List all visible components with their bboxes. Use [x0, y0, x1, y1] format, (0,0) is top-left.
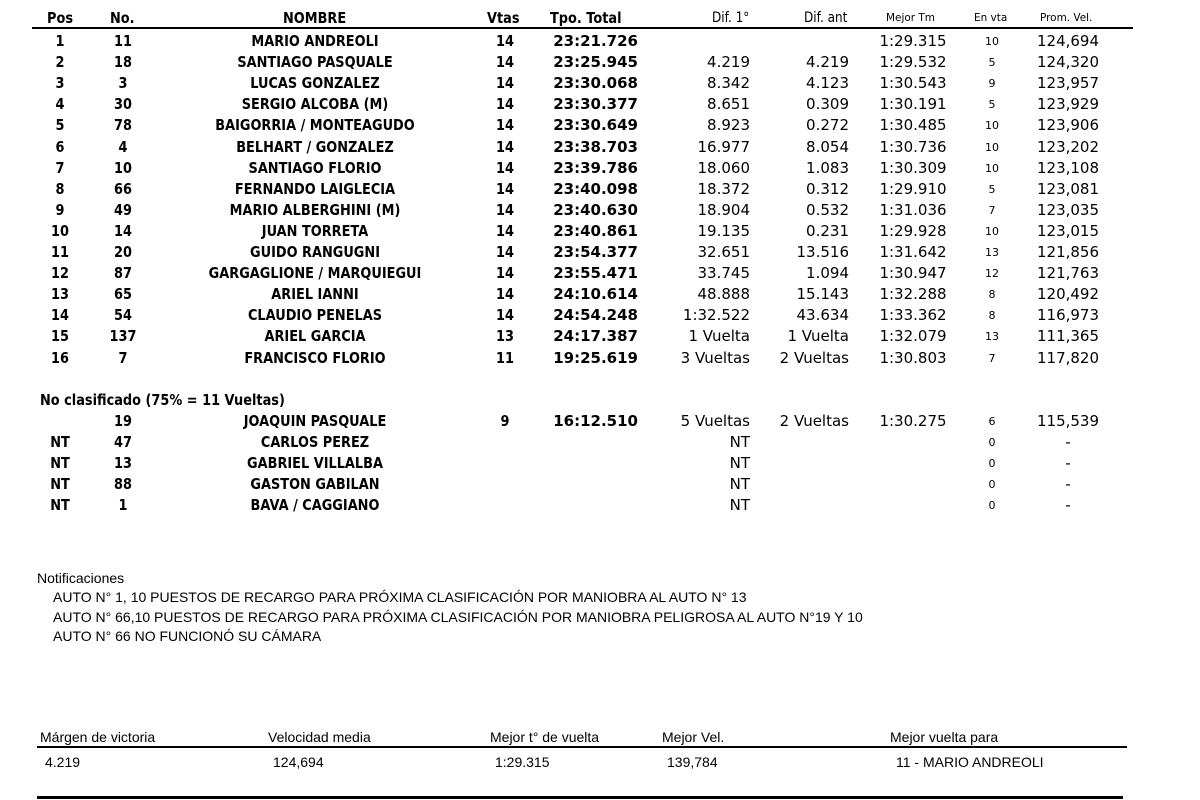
header-divider: [32, 27, 1133, 29]
header-best-lap: Mejor Tm: [886, 11, 935, 24]
laps-cell: 14: [496, 179, 514, 198]
gap-previous-cell: 2 Vueltas: [779, 348, 849, 367]
best-lap-cell: 1:31.642: [879, 243, 947, 261]
on-lap-cell: 8: [988, 309, 996, 323]
position-cell: [43, 411, 77, 432]
avg-speed-cell: -: [1065, 496, 1071, 515]
gap-first-cell: NT: [729, 496, 750, 515]
best-lap-value: 1:29.315: [495, 754, 550, 770]
laps-cell: 14: [496, 116, 514, 135]
driver-name-cell: BELHART / GONZALEZ: [236, 137, 394, 156]
gap-previous-cell: [750, 432, 849, 453]
laps-cell: 14: [496, 200, 514, 219]
bottom-divider: [37, 796, 1123, 799]
position-cell: NT: [50, 433, 70, 452]
avg-speed-cell: -: [1065, 433, 1071, 452]
on-lap-cell: 5: [988, 98, 996, 112]
position-cell: 9: [55, 200, 65, 219]
table-row: [0, 158, 1200, 179]
header-laps: Vtas: [487, 9, 520, 27]
avg-speed-cell: 115,539: [1036, 412, 1100, 430]
gap-previous-cell: 0.532: [806, 200, 849, 219]
total-time-cell: 24:54.248: [553, 306, 638, 325]
driver-name-cell: FERNANDO LAIGLECIA: [234, 179, 396, 198]
avg-speed-cell: 123,035: [1036, 200, 1100, 219]
driver-name-cell: JUAN TORRETA: [261, 221, 369, 240]
table-row: [0, 348, 1200, 369]
position-cell: 16: [51, 348, 69, 367]
gap-previous-cell: 4.123: [806, 74, 849, 93]
avg-speed-cell: 123,108: [1036, 158, 1100, 177]
gap-first-cell: 19.135: [697, 221, 750, 240]
on-lap-cell: 7: [988, 351, 996, 365]
on-lap-cell: 7: [988, 203, 996, 217]
gap-previous-cell: 13.516: [796, 243, 849, 261]
car-number-cell: 54: [114, 306, 132, 325]
car-number-cell: 7: [118, 348, 128, 367]
car-number-cell: 14: [114, 221, 132, 240]
avg-speed-cell: 117,820: [1036, 348, 1100, 367]
driver-name-cell: FRANCISCO FLORIO: [244, 348, 386, 367]
avg-speed-cell: 123,202: [1036, 137, 1100, 156]
avg-speed-cell: 121,763: [1036, 264, 1100, 283]
on-lap-cell: 12: [985, 267, 999, 281]
table-row: [0, 31, 1200, 52]
position-cell: 1: [55, 32, 65, 50]
position-cell: 7: [55, 158, 65, 177]
on-lap-cell: 13: [985, 330, 999, 344]
car-number-cell: 20: [114, 243, 132, 261]
table-row: [0, 137, 1200, 158]
gap-previous-cell: 0.312: [806, 179, 849, 198]
driver-name-cell: GARGAGLIONE / MARQUIEGUI: [208, 264, 422, 283]
best-lap-cell: [868, 474, 958, 495]
position-cell: 13: [51, 285, 69, 304]
position-cell: 14: [51, 306, 69, 325]
on-lap-cell: 10: [985, 140, 999, 154]
on-lap-cell: 9: [988, 77, 996, 91]
car-number-cell: 65: [114, 285, 132, 304]
total-time-cell: 23:30.068: [553, 74, 638, 93]
avg-speed-cell: 116,973: [1036, 306, 1100, 325]
on-lap-cell: 10: [985, 161, 999, 175]
driver-name-cell: LUCAS GONZALEZ: [250, 74, 380, 93]
total-time-cell: 23:55.471: [553, 264, 638, 283]
avg-speed-cell: 111,365: [1036, 327, 1100, 346]
car-number-cell: 3: [118, 74, 128, 93]
gap-first-cell: 18.060: [697, 158, 750, 177]
notification-line: AUTO N° 1, 10 PUESTOS DE RECARGO PARA PRÓXIMA CLASIFICACIÓN POR MANIOBRA AL AUTO N° 13: [53, 589, 747, 605]
on-lap-cell: 10: [985, 35, 999, 48]
position-cell: 2: [55, 53, 65, 72]
position-cell: NT: [50, 454, 70, 473]
total-time-cell: 16:12.510: [553, 412, 638, 430]
car-number-cell: 137: [109, 327, 137, 346]
driver-name-cell: MARIO ANDREOLI: [251, 32, 379, 50]
table-row: [0, 200, 1200, 221]
on-lap-cell: 0: [988, 436, 996, 450]
gap-first-cell: 1:32.522: [682, 306, 750, 325]
avg-speed-cell: 123,957: [1036, 74, 1100, 93]
car-number-cell: 18: [114, 53, 132, 72]
car-number-cell: 4: [118, 137, 128, 156]
gap-previous-cell: 43.634: [796, 306, 849, 325]
avg-speed-cell: 120,492: [1036, 285, 1100, 304]
avg-speed-cell: 124,320: [1036, 53, 1100, 72]
gap-first-cell: 3 Vueltas: [680, 348, 750, 367]
laps-cell: [484, 474, 527, 495]
driver-name-cell: ARIEL IANNI: [271, 285, 359, 304]
table-row: [0, 305, 1200, 326]
table-row: [0, 284, 1200, 305]
gap-first-cell: 4.219: [707, 53, 750, 72]
margin-label: Márgen de victoria: [40, 729, 156, 745]
table-row: [0, 453, 1200, 474]
on-lap-cell: 0: [988, 499, 996, 513]
table-row: [0, 73, 1200, 94]
gap-previous-cell: [750, 453, 849, 474]
total-time-cell: 23:54.377: [553, 243, 638, 261]
on-lap-cell: 13: [985, 246, 999, 259]
position-cell: NT: [50, 475, 70, 494]
gap-first-cell: [650, 31, 750, 52]
table-row: [0, 411, 1200, 432]
laps-cell: 14: [496, 158, 514, 177]
driver-name-cell: ARIEL GARCIA: [264, 327, 366, 346]
gap-first-cell: NT: [729, 433, 750, 452]
on-lap-cell: 0: [988, 478, 996, 492]
best-lap-cell: 1:30.309: [879, 158, 947, 177]
best-lap-cell: 1:30.803: [879, 348, 947, 367]
total-time-cell: [540, 474, 638, 495]
gap-previous-cell: 1 Vuelta: [787, 327, 849, 346]
best-lap-cell: 1:29.532: [879, 53, 947, 72]
car-number-cell: 87: [114, 264, 132, 283]
gap-first-cell: 33.745: [697, 264, 750, 283]
driver-name-cell: GASTON GABILAN: [250, 475, 380, 494]
laps-cell: 14: [496, 32, 514, 50]
gap-previous-cell: 0.309: [806, 95, 849, 114]
avg-speed-label: Velocidad media: [268, 729, 371, 745]
car-number-cell: 66: [114, 179, 132, 198]
table-row: [0, 474, 1200, 495]
best-lap-cell: 1:33.362: [879, 306, 947, 325]
best-lap-cell: 1:32.079: [879, 327, 947, 346]
table-row: [0, 115, 1200, 136]
position-cell: 12: [51, 264, 69, 283]
avg-speed-cell: 123,081: [1036, 179, 1100, 198]
gap-first-cell: 8.342: [707, 74, 750, 93]
car-number-cell: 88: [114, 475, 132, 494]
header-pos: Pos: [47, 9, 74, 27]
total-time-cell: 24:10.614: [553, 285, 638, 304]
best-lap-cell: 1:30.947: [879, 264, 947, 283]
gap-previous-cell: 8.054: [806, 137, 849, 156]
gap-previous-cell: [750, 31, 849, 52]
total-time-cell: 23:30.649: [553, 116, 638, 135]
best-lap-cell: 1:29.910: [879, 179, 947, 198]
driver-name-cell: JOAQUIN PASQUALE: [243, 412, 387, 430]
car-number-cell: 47: [114, 433, 132, 452]
best-lap-cell: [868, 495, 958, 516]
driver-name-cell: MARIO ALBERGHINI (M): [229, 200, 401, 219]
driver-name-cell: BAVA / CAGGIANO: [250, 496, 380, 515]
table-row: [0, 432, 1200, 453]
best-lap-cell: 1:30.191: [879, 95, 947, 114]
position-cell: 15: [51, 327, 69, 346]
on-lap-cell: 5: [988, 182, 996, 196]
best-lap-cell: 1:30.736: [879, 137, 947, 156]
driver-name-cell: GABRIEL VILLALBA: [247, 454, 383, 473]
notification-line: AUTO N° 66 NO FUNCIONÓ SU CÁMARA: [53, 628, 322, 644]
notifications: [37, 569, 863, 647]
table-row: [0, 52, 1200, 73]
total-time-cell: 23:39.786: [553, 158, 638, 177]
laps-cell: 14: [496, 221, 514, 240]
position-cell: 11: [51, 243, 69, 261]
laps-cell: 14: [496, 243, 514, 261]
gap-previous-cell: 0.231: [806, 221, 849, 240]
not-classified-title: No clasificado (75% = 11 Vueltas): [40, 391, 285, 409]
laps-cell: 14: [496, 306, 514, 325]
gap-first-cell: 1 Vuelta: [688, 327, 750, 346]
best-lap-cell: [868, 432, 958, 453]
gap-first-cell: 5 Vueltas: [680, 412, 750, 430]
car-number-cell: 30: [114, 95, 132, 114]
laps-cell: 14: [496, 285, 514, 304]
position-cell: 10: [51, 221, 69, 240]
driver-name-cell: SANTIAGO FLORIO: [248, 158, 382, 177]
position-cell: 4: [55, 95, 65, 114]
best-lap-cell: 1:29.928: [879, 221, 947, 240]
gap-first-cell: NT: [729, 475, 750, 494]
on-lap-cell: 8: [988, 288, 996, 302]
position-cell: 6: [55, 137, 65, 156]
total-time-cell: 23:38.703: [553, 137, 638, 156]
gap-previous-cell: 1.094: [806, 264, 849, 283]
on-lap-cell: 10: [985, 119, 999, 133]
gap-previous-cell: [750, 474, 849, 495]
laps-cell: [484, 495, 527, 516]
gap-first-cell: 48.888: [697, 285, 750, 304]
header-number: No.: [110, 9, 135, 27]
total-time-cell: [540, 432, 638, 453]
on-lap-cell: 0: [988, 457, 996, 471]
total-time-cell: 23:40.630: [553, 200, 638, 219]
gap-previous-cell: [750, 495, 849, 516]
best-lap-cell: 1:30.485: [879, 116, 947, 135]
on-lap-cell: 10: [985, 224, 999, 238]
position-cell: NT: [50, 496, 70, 515]
header-on-lap: En vta: [974, 11, 1008, 24]
avg-speed-cell: 124,694: [1036, 32, 1100, 50]
gap-first-cell: 18.904: [697, 200, 750, 219]
gap-previous-cell: 2 Vueltas: [779, 412, 849, 430]
table-row: [0, 179, 1200, 200]
on-lap-cell: 5: [988, 56, 996, 70]
gap-first-cell: 32.651: [697, 243, 750, 261]
gap-previous-cell: 4.219: [806, 53, 849, 72]
header-total-time: Tpo. Total: [550, 9, 622, 27]
total-time-cell: 24:17.387: [553, 327, 638, 346]
position-cell: 8: [55, 179, 65, 198]
avg-speed-cell: 123,906: [1036, 116, 1100, 135]
table-row: [0, 242, 1200, 263]
best-lap-cell: 1:29.315: [879, 32, 947, 50]
laps-cell: 13: [496, 327, 514, 346]
best-lap-cell: 1:30.275: [879, 412, 947, 430]
position-cell: 5: [55, 116, 65, 135]
best-lap-by-value: 11 - MARIO ANDREOLI: [896, 754, 1044, 770]
total-time-cell: 23:40.098: [553, 179, 638, 198]
best-lap-cell: 1:30.543: [879, 74, 947, 93]
car-number-cell: 1: [118, 496, 128, 515]
car-number-cell: 78: [114, 116, 132, 135]
avg-speed-cell: 121,856: [1036, 243, 1100, 261]
laps-cell: 14: [496, 264, 514, 283]
avg-speed-cell: -: [1065, 454, 1071, 473]
gap-first-cell: 8.923: [707, 116, 750, 135]
position-cell: 3: [55, 74, 65, 93]
car-number-cell: 11: [114, 32, 132, 50]
table-row: [0, 263, 1200, 284]
car-number-cell: 10: [114, 158, 132, 177]
gap-previous-cell: 0.272: [806, 116, 849, 135]
total-time-cell: 23:40.861: [553, 221, 638, 240]
table-row: [0, 221, 1200, 242]
on-lap-cell: 6: [988, 415, 996, 428]
driver-name-cell: SERGIO ALCOBA (M): [241, 95, 389, 114]
avg-speed-cell: 123,015: [1036, 221, 1100, 240]
car-number-cell: 13: [114, 454, 132, 473]
laps-cell: [484, 453, 527, 474]
table-row: [0, 94, 1200, 115]
notifications-title: Notificaciones: [37, 570, 125, 586]
best-lap-cell: [868, 453, 958, 474]
best-speed-label: Mejor Vel.: [662, 729, 725, 745]
total-time-cell: 19:25.619: [553, 348, 638, 367]
total-time-cell: [540, 495, 638, 516]
total-time-cell: 23:25.945: [553, 53, 638, 72]
table-row: [0, 495, 1200, 516]
best-speed-value: 139,784: [667, 754, 718, 770]
best-lap-by-label: Mejor vuelta para: [890, 729, 999, 745]
total-time-cell: 23:21.726: [553, 32, 638, 50]
driver-name-cell: BAIGORRIA / MONTEAGUDO: [215, 116, 415, 135]
best-lap-label: Mejor t° de vuelta: [490, 729, 600, 745]
total-time-cell: [540, 453, 638, 474]
laps-cell: 14: [496, 74, 514, 93]
laps-cell: 9: [500, 412, 510, 430]
notification-line: AUTO N° 66,10 PUESTOS DE RECARGO PARA PRÓXIMA CLASIFICACIÓN POR MANIOBRA PELIGROSA AL AUTO N°19 Y 10: [53, 608, 863, 625]
table-row: [0, 326, 1200, 347]
laps-cell: 14: [496, 53, 514, 72]
driver-name-cell: SANTIAGO PASQUALE: [237, 53, 393, 72]
header-gap-first: Dif. 1°: [712, 10, 750, 26]
gap-first-cell: 16.977: [697, 137, 750, 156]
gap-first-cell: 8.651: [707, 95, 750, 114]
header-name: NOMBRE: [283, 9, 347, 27]
car-number-cell: 19: [114, 412, 132, 430]
avg-speed-cell: -: [1065, 475, 1071, 494]
gap-first-cell: 18.372: [697, 179, 750, 198]
laps-cell: [484, 432, 527, 453]
driver-name-cell: GUIDO RANGUGNI: [250, 243, 380, 261]
best-lap-cell: 1:32.288: [879, 285, 947, 304]
total-time-cell: 23:30.377: [553, 95, 638, 114]
gap-previous-cell: 1.083: [806, 158, 849, 177]
car-number-cell: 49: [114, 200, 132, 219]
margin-value: 4.219: [45, 754, 81, 770]
laps-cell: 14: [496, 95, 514, 114]
gap-first-cell: NT: [729, 454, 750, 473]
avg-speed-value: 124,694: [273, 754, 324, 770]
avg-speed-cell: 123,929: [1036, 95, 1100, 114]
driver-name-cell: CARLOS PEREZ: [260, 433, 370, 452]
summary-divider: [37, 746, 1127, 748]
best-lap-cell: 1:31.036: [879, 200, 947, 219]
header-gap-previous: Dif. ant: [804, 10, 848, 26]
gap-previous-cell: 15.143: [796, 285, 849, 304]
header-avg-speed: Prom. Vel.: [1040, 11, 1093, 24]
laps-cell: 11: [496, 348, 514, 367]
driver-name-cell: CLAUDIO PENELAS: [247, 306, 383, 325]
laps-cell: 14: [496, 137, 514, 156]
